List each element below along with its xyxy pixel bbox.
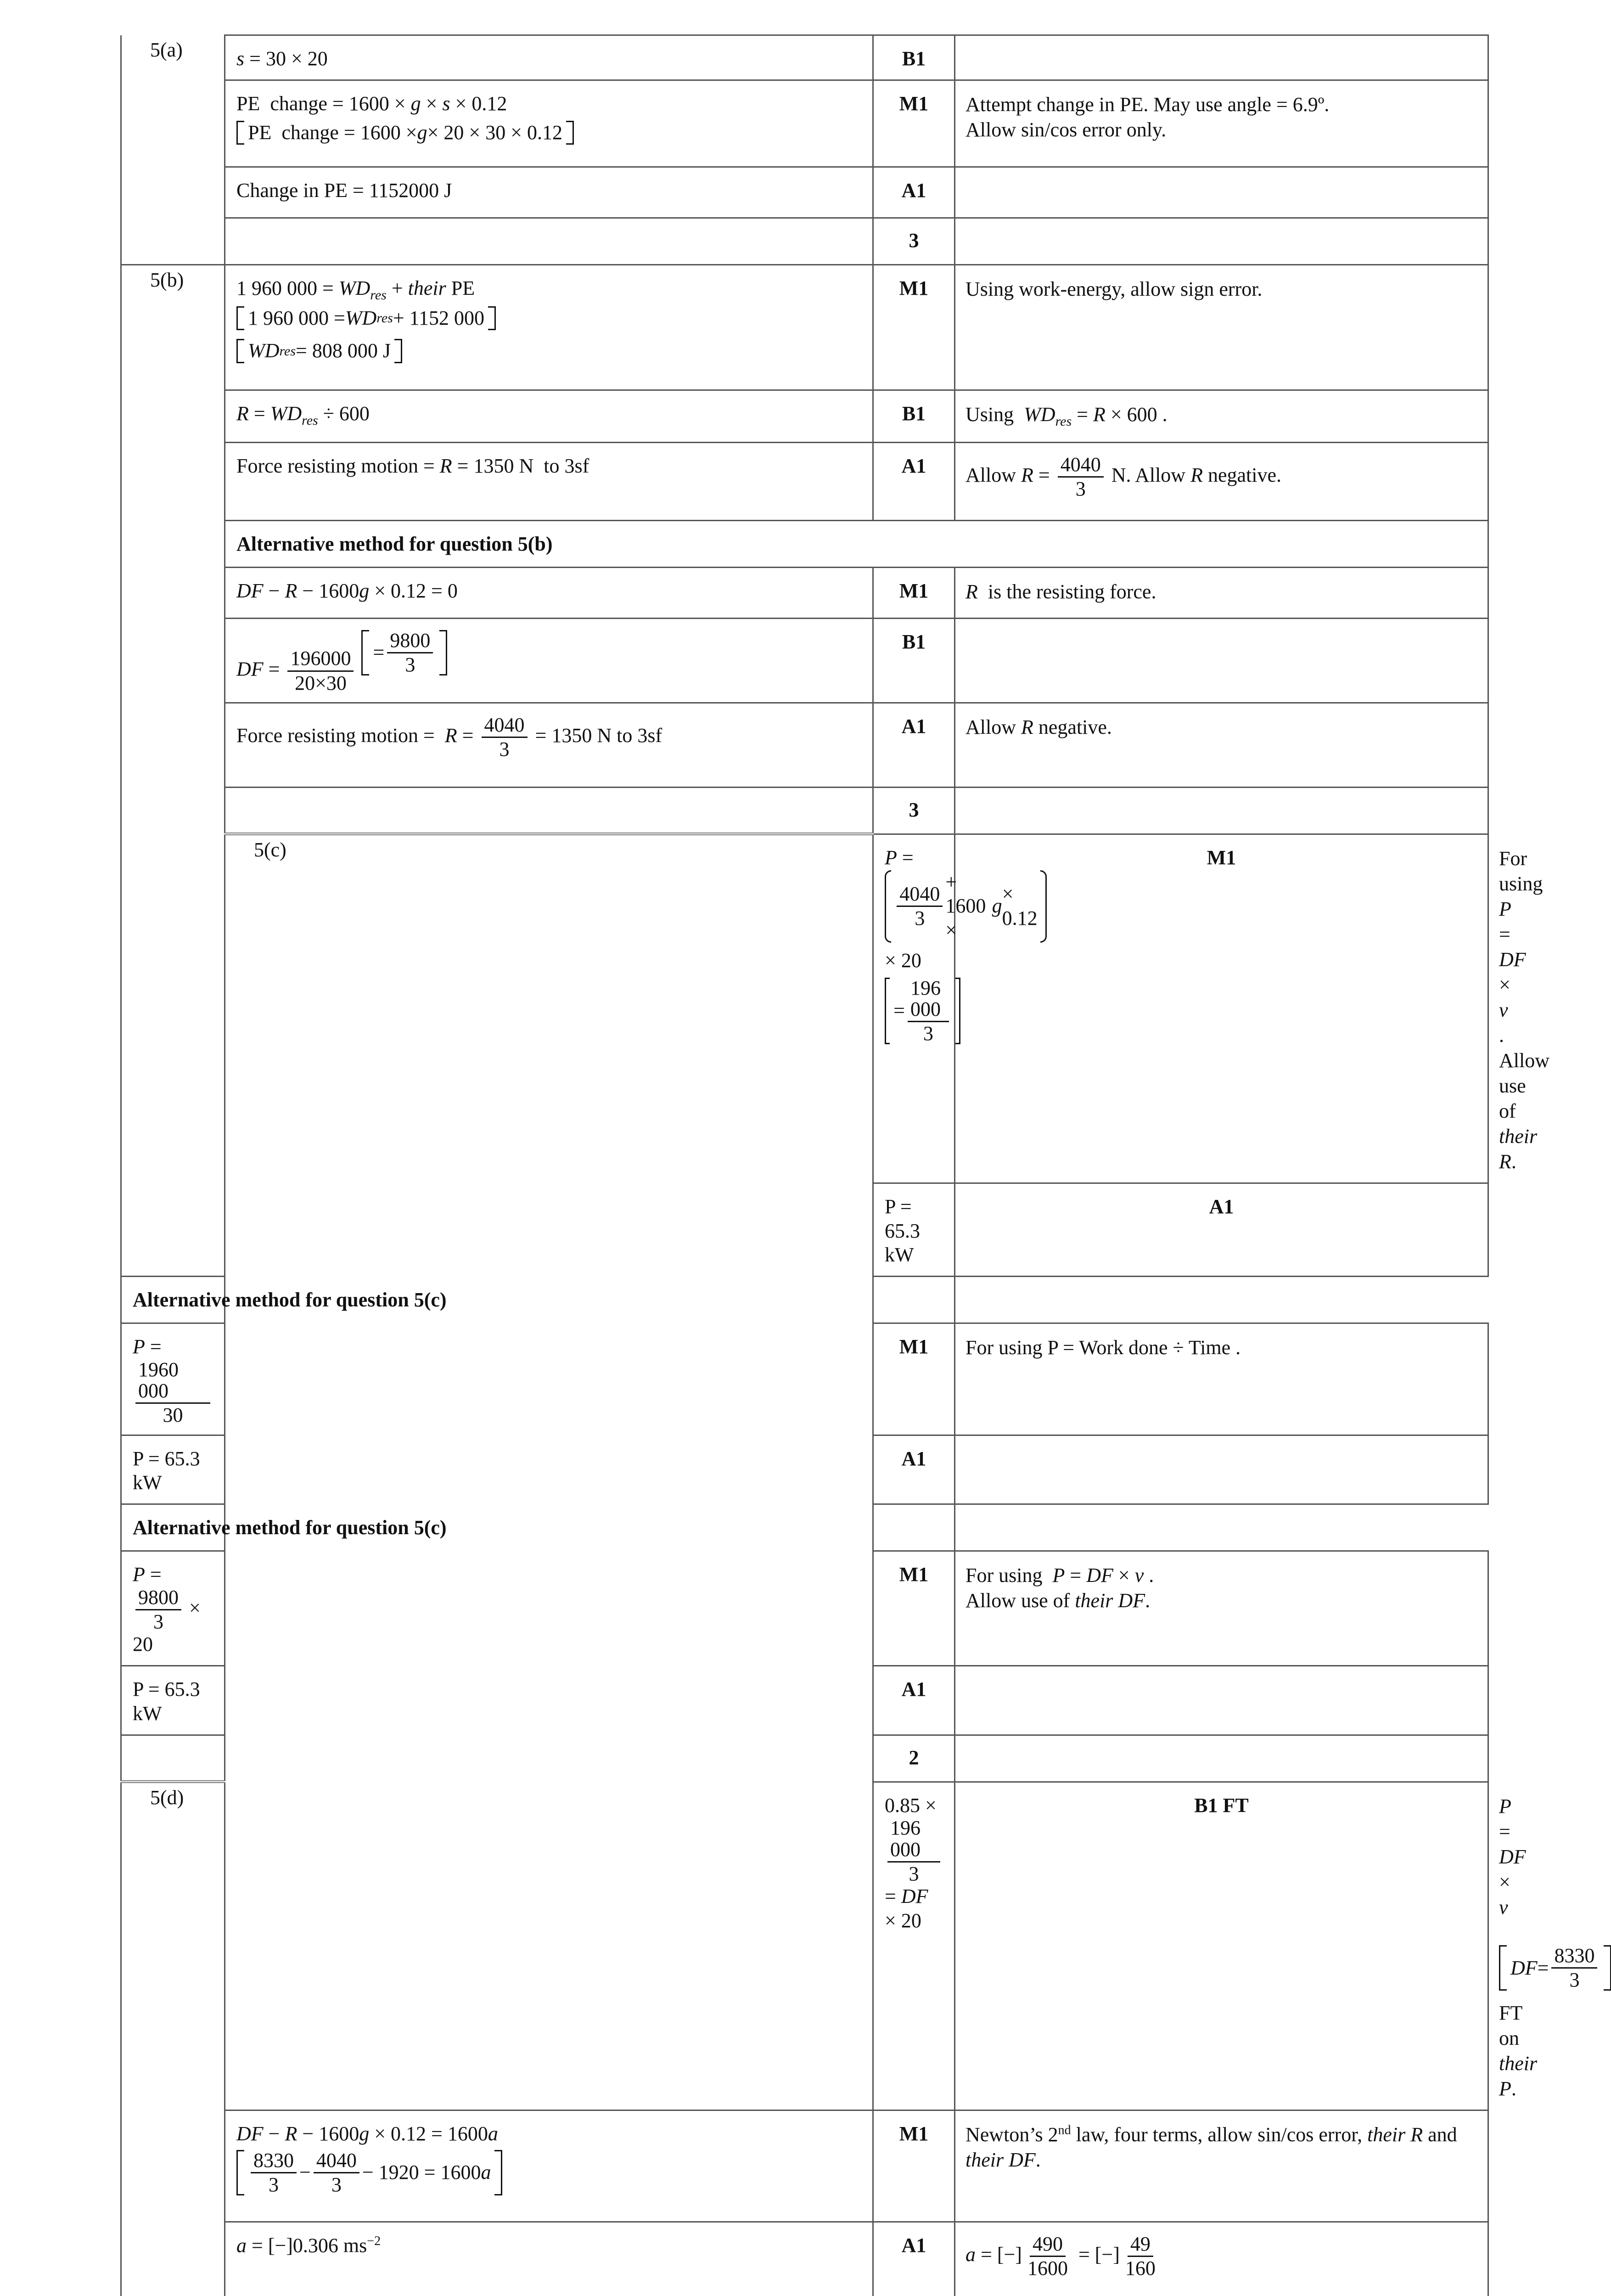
question-label: 5(a) [150,38,183,61]
answer-cell: PE change = 1600 × g × s × 0.12 PE change = 1600 × g × 20 × 30 × 0.12 [225,80,873,167]
guidance-cell [955,80,1488,167]
answer-cell: P = 65.3 kW [121,1666,225,1735]
answer-cell: s = 30 × 20 [225,35,873,80]
alt-method-row [121,1277,1488,1323]
mark-cell: A1 [873,1666,955,1735]
table-row [121,167,1488,218]
table-row [121,703,1488,787]
mark-cell: M1 [955,834,1488,1183]
question-label: 5(b) [150,268,184,291]
answer-cell: DF − R − 1600g × 0.12 = 0 [225,567,873,618]
mark-cell: B1 [873,35,955,80]
total-marks: 3 [873,218,955,264]
mark-cell: B1 FT [955,1782,1488,2110]
table-row [121,35,1488,80]
answer-cell: P = $\frac{1960 000}{30}$ [121,1323,225,1435]
table-row: 5(d) 0.85 × $\frac{196 000}{3}$ = DF × 20 B1 FT P = DF × v DF = $\frac{8330}{3}$ FT on their P. [121,1782,1488,2110]
guidance-cell [955,618,1488,703]
table-row [121,390,1488,442]
mark-cell: A1 [873,1435,955,1504]
table-row [121,567,1488,618]
alt-method-heading: Alternative method for question 5(c) [121,1504,955,1551]
table-row: 5(c) P = $\frac{4040}{3}$ + 1600 × g × 0.12 × 20 = $\frac{196 000}{3}$ M1 For using P = DF × v . Allow use of their R. [121,834,1488,1183]
mark-cell: B1 [873,390,955,442]
guidance-cell: Allow R negative. [955,703,1488,787]
question-label: 5(c) [254,838,286,861]
alt-method-row [121,1504,1488,1551]
mark-cell: M1 [873,567,955,618]
alt-method-row [121,520,1488,567]
answer-cell: $R = WD_{res} \div 600$ [225,390,873,442]
mark-cell: M1 [873,1551,955,1666]
table-row [121,80,1488,167]
question-cell [121,35,225,265]
answer-cell: DF = $\frac{196000}{20\times 30}$ = $\frac{9800}{3}$ [225,618,873,703]
answer-cell: P = $\frac{4040}{3}$ + 1600 × g × 0.12 × 20 = $\frac{196 000}{3}$ [873,834,955,1183]
answer-cell: Change in PE = 1152000 J [225,167,873,218]
answer-cell: 1 960 $000 = WD_{res}$ + their PE 1 960 000 = WD res + 1152 000 WD res = 808 000 J [225,264,873,390]
guidance-line: Allow sin/cos error only. [965,118,1167,141]
mark-cell: M1 [873,1323,955,1435]
table-row [121,2110,1488,2222]
mark-cell: A1 [955,1183,1488,1276]
question-label: 5(d) [150,1786,184,1809]
answer-cell: Force resisting motion = R = 1350 N to 3sf [225,442,873,520]
guidance-cell [955,1435,1488,1504]
table-row [121,2222,1488,2296]
guidance-cell [955,167,1488,218]
question-cell [121,1782,225,2296]
guidance-cell: For using P = DF × v . Allow use of their DF. [955,1551,1488,1666]
table-row [121,264,1488,390]
answer-cell: 0.85 × $\frac{196 000}{3}$ = DF × 20 [873,1782,955,2110]
table-row [121,442,1488,520]
alt-method-heading: Alternative method for question 5(b) [225,520,1488,567]
total-row [121,787,1488,834]
guidance-cell: a = [−] $\frac{490}{1600}$ = [−] $\frac{49}{160}$ [955,2222,1488,2296]
total-marks: 2 [873,1735,955,1782]
answer-cell: a = [−]0.306 $ms^{-2}$ [225,2222,873,2296]
answer-cell: DF − R − 1600g × 0.12 = 1600a $\frac{8330}{3}$ − $\frac{4040}{3}$ − 1920 = 1600 a [225,2110,873,2222]
guidance-cell: Allow R = $\frac{4040}{3}$ N. Allow R negative. [955,442,1488,520]
total-marks: 3 [873,787,955,834]
guidance-cell [955,1666,1488,1735]
mark-cell: M1 [873,80,955,167]
table-row [121,618,1488,703]
guidance-cell: Using $WD_{res} = R \times 600$ . [955,390,1488,442]
answer-cell: P = 65.3 kW [873,1183,955,1276]
guidance-cell: Using work-energy, allow sign error. [955,264,1488,390]
answer-cell: P = 65.3 kW [121,1435,225,1504]
mark-cell: A1 [873,703,955,787]
alt-method-heading: Alternative method for question 5(c) [121,1277,955,1323]
mark-cell: A1 [873,2222,955,2296]
mark-cell: M1 [873,264,955,390]
guidance-cell: Newton’s 2nd law, four terms, allow sin/cos error, their R and their DF. [955,2110,1488,2222]
mark-cell: B1 [873,618,955,703]
guidance-cell [955,35,1488,80]
guidance-cell: R is the resisting force. [955,567,1488,618]
mark-cell: A1 [873,167,955,218]
mark-cell: M1 [873,2110,955,2222]
question-cell [121,264,225,1276]
mark-cell: A1 [873,442,955,520]
total-row [121,218,1488,264]
guidance-line: Attempt change in PE. May use angle = 6.9º. [965,93,1330,116]
answer-cell: P = $\frac{9800}{3}$ × 20 [121,1551,225,1666]
answer-cell: Force resisting motion = R = $\frac{4040}{3}$ = 1350 N to 3sf [225,703,873,787]
mark-scheme-table [120,34,1595,2296]
question-cell [225,834,873,2110]
guidance-cell: For using P = Work done ÷ Time . [955,1323,1488,1435]
